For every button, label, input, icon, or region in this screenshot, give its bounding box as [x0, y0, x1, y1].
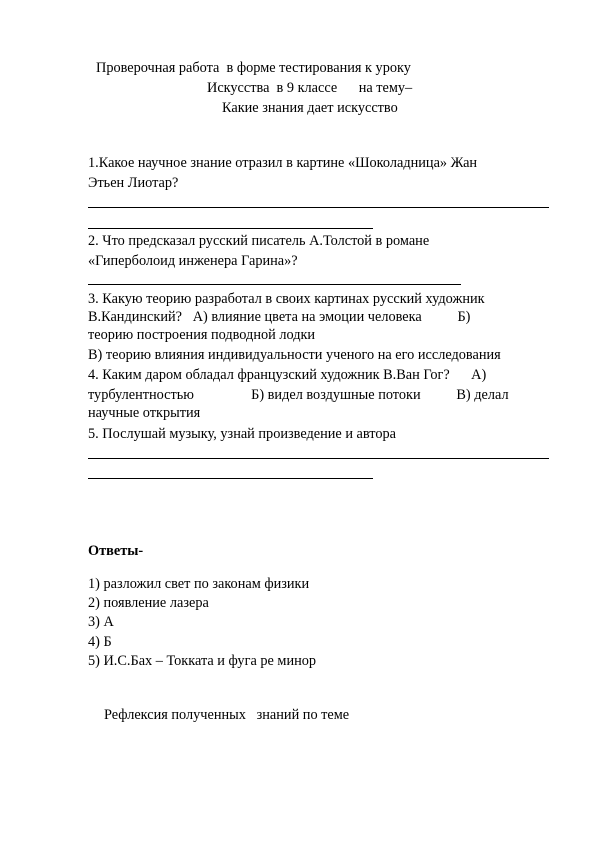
question-4-line-3: научные открытия [88, 405, 201, 421]
question-3-line-4: В) теорию влияния индивидуальности ученого на его исследования [88, 347, 501, 363]
question-2-line-1: 2. Что предсказал русский писатель А.Толстой в романе [88, 233, 430, 249]
question-3-line-3: теорию построения подводной лодки [88, 327, 316, 343]
question-3-line-1: 3. Какую теорию разработал в своих картинах русский художник [88, 291, 485, 307]
question-2-line-2: «Гиперболоид инженера Гарина»? [88, 253, 298, 269]
answer-line-q1-b [88, 228, 373, 229]
question-1-line-2: Этьен Лиотар? [88, 175, 179, 191]
answer-5: 5) И.С.Бах – Токката и фуга ре минор [88, 653, 317, 669]
question-4-line-2: турбулентностью Б) видел воздушные потоки В) делал [88, 387, 509, 403]
header-line-3: Какие знания дает искусство [222, 100, 398, 116]
question-4-line-1: 4. Каким даром обладал французский художник В.Ван Гог? А) [88, 367, 487, 383]
question-1-line-1: 1.Какое научное знание отразил в картине «Шоколадница» Жан [88, 155, 478, 171]
header-line-2: Искусства в 9 классе на тему– [207, 80, 413, 96]
answer-2: 2) появление лазера [88, 595, 209, 611]
answer-4: 4) Б [88, 634, 112, 650]
answer-line-q5-a [88, 458, 549, 459]
question-5-line-1: 5. Послушай музыку, узнай произведение и автора [88, 426, 396, 442]
reflection-text: Рефлексия полученных знаний по теме [104, 707, 350, 723]
answer-3: 3) А [88, 614, 114, 630]
answer-1: 1) разложил свет по законам физики [88, 576, 310, 592]
header-line-1: Проверочная работа в форме тестирования к уроку [96, 60, 411, 76]
answers-heading: Ответы- [88, 543, 144, 559]
answer-line-q5-b [88, 478, 373, 479]
question-3-line-2: В.Кандинский? А) влияние цвета на эмоции человека Б) [88, 309, 471, 325]
answer-line-q2 [88, 284, 461, 285]
answer-line-q1-a [88, 207, 549, 208]
